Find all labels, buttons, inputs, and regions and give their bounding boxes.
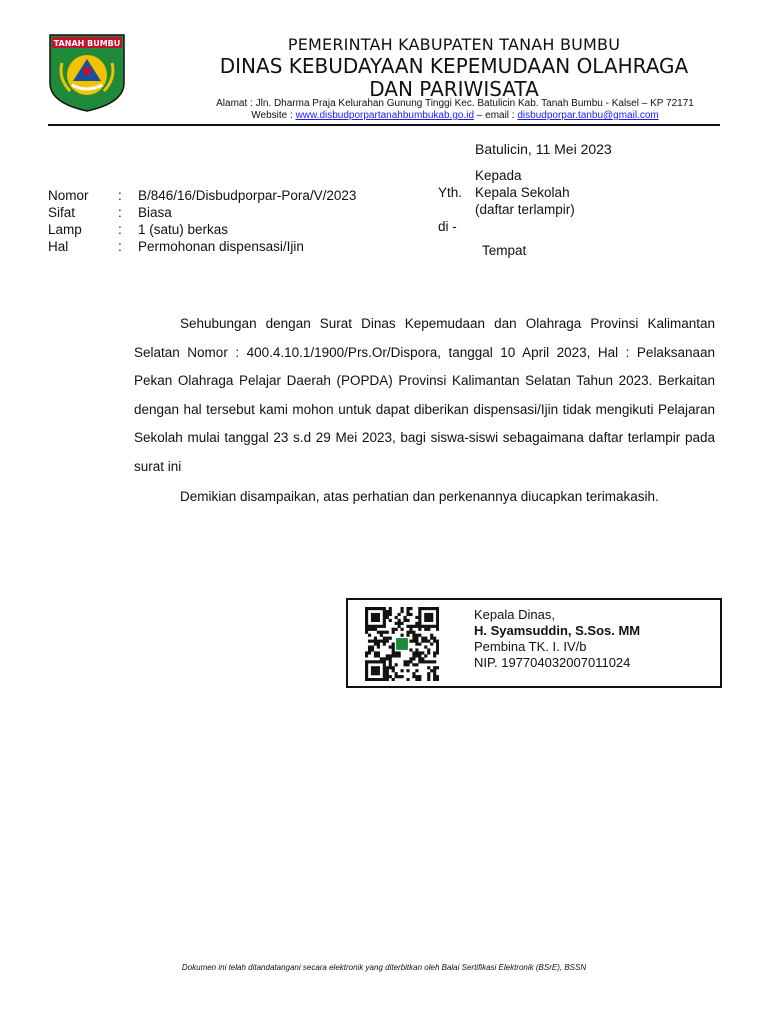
recipient-name: Kepala Sekolah xyxy=(475,185,570,200)
header-agency: DINAS KEBUDAYAAN KEPEMUDAAN OLAHRAGA xyxy=(219,54,689,78)
recipient-note: (daftar terlampir) xyxy=(475,202,575,217)
body-paragraph-1: Sehubungan dengan Surat Dinas Kepemudaan dan Olahraga Provinsi Kalimantan Selatan Nomor : 400.4.10.1/1900/Prs.Or/Dispora, tanggal 10 April 2023, Hal : Pelaksanaan Pekan Olahraga Pelajar Daerah (POPDA) Provinsi Kalimantan Selatan Tahun 2023. Berkaitan dengan hal tersebut kami mohon untuk dapat diberikan dispensasi/Ijin tidak mengikuti Pelajaran Sekolah mulai tanggal 23 s.d 29 Mei 2023, bagi siswa-siswi sebagaimana daftar terlampir pada surat ini xyxy=(134,316,715,474)
meta-row-lamp: Lamp : 1 (satu) berkas xyxy=(48,222,229,237)
recipient-tempat: Tempat xyxy=(482,243,527,258)
recipient-di: di - xyxy=(438,219,457,234)
logo-text: TANAH BUMBU xyxy=(53,39,121,48)
header-divider xyxy=(48,124,720,126)
letter-body xyxy=(134,310,715,481)
email-link[interactable]: disbudporpar.tanbu@gmail.com xyxy=(517,110,659,121)
signature-rank: Pembina TK. I. IV/b xyxy=(474,639,587,654)
website-link[interactable]: www.disbudporpartanahbumbukab.go.id xyxy=(295,110,475,121)
footer-note: Dokumen ini telah ditandatangani secara elektronik yang diterbitkan oleh Balai Sertifikasi Elektronik (BSrE), BSSN xyxy=(181,963,587,972)
qr-code-icon xyxy=(365,607,439,681)
letter-closing xyxy=(134,483,715,510)
signature-name: H. Syamsuddin, S.Sos. MM xyxy=(474,623,641,638)
header-contact xyxy=(140,110,768,121)
recipient-kepada: Kepada xyxy=(475,168,522,183)
header-address: Alamat : Jln. Dharma Praja Kelurahan Gunung Tinggi Kec. Batulicin Kab. Tanah Bumbu - Kalsel – KP 72171 xyxy=(216,98,694,109)
recipient-row xyxy=(438,184,575,201)
header-government: PEMERINTAH KABUPATEN TANAH BUMBU xyxy=(287,35,621,54)
recipient-block xyxy=(438,167,575,259)
body-paragraph-2: Demikian disampaikan, atas perhatian dan perkenannya diucapkan terimakasih. xyxy=(180,489,659,504)
regency-logo xyxy=(48,33,126,113)
website-label: Website : xyxy=(251,110,296,121)
signature-title: Kepala Dinas, xyxy=(474,607,555,622)
signature-block xyxy=(474,607,640,671)
header-agency-2: DAN PARIWISATA xyxy=(369,77,539,101)
recipient-yth: Yth. xyxy=(438,185,463,200)
meta-row-hal: Hal : Permohonan dispensasi/Ijin xyxy=(48,239,304,254)
meta-row-nomor: Nomor : B/846/16/Disbudporpar-Pora/V/2023 xyxy=(48,188,357,203)
letter-date: Batulicin, 11 Mei 2023 xyxy=(475,141,612,157)
meta-row-sifat: Sifat : Biasa xyxy=(48,205,172,220)
email-label: – email : xyxy=(474,110,518,121)
letter-meta xyxy=(48,187,356,255)
signature-nip: NIP. 197704032007011024 xyxy=(474,655,631,670)
